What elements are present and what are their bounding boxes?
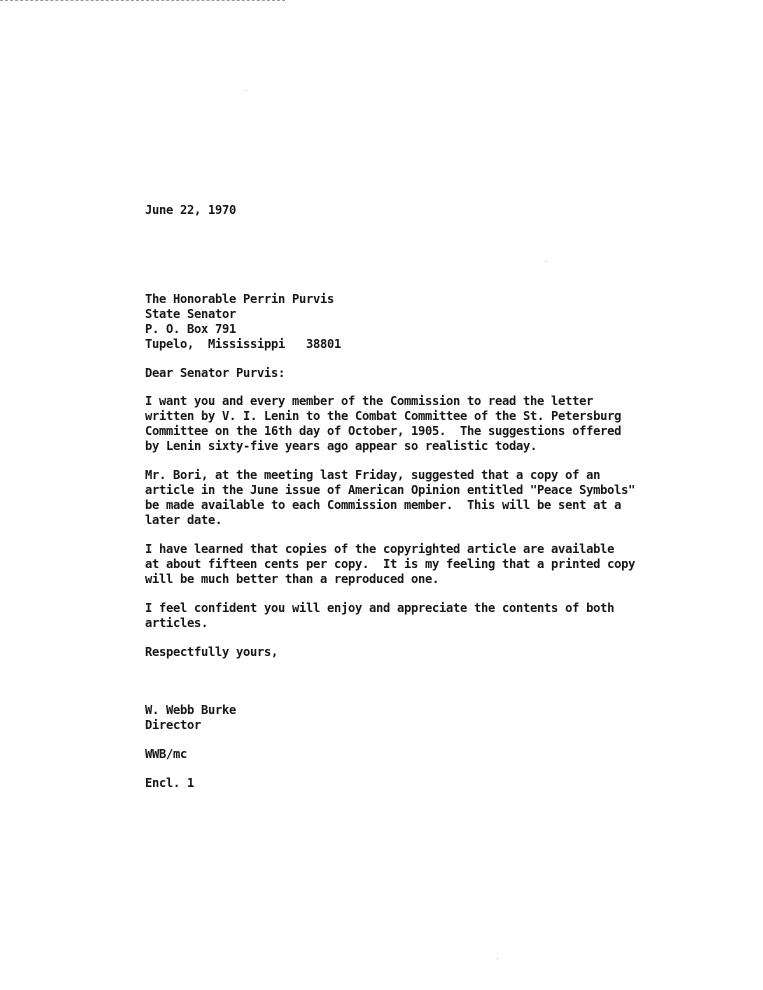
paragraph-2 <box>145 468 705 528</box>
top-edge-dashes <box>0 0 285 1</box>
address-line: P. O. Box 791 <box>145 322 237 336</box>
paragraph-line: at about fifteen cents per copy. It is my feeling that a printed copy <box>145 557 636 571</box>
paragraph-1 <box>145 394 705 454</box>
paragraph-line: written by V. I. Lenin to the Combat Committee of the St. Petersburg <box>145 409 622 423</box>
paragraph-line: I want you and every member of the Commission to read the letter <box>145 394 594 408</box>
paragraph-3 <box>145 542 705 587</box>
signer-name: W. Webb Burke <box>145 703 237 717</box>
enclosure-note: Encl. 1 <box>145 776 195 790</box>
address-line: Tupelo, Mississippi 38801 <box>145 337 342 351</box>
paragraph-line: articles. <box>145 616 209 630</box>
address-line: The Honorable Perrin Purvis <box>145 292 335 306</box>
recipient-address <box>145 292 705 352</box>
paragraph-line: Mr. Bori, at the meeting last Friday, suggested that a copy of an <box>145 468 601 482</box>
paragraph-line: later date. <box>145 513 223 527</box>
paragraph-line: by Lenin sixty-five years ago appear so realistic today. <box>145 439 538 453</box>
paragraph-line: be made available to each Commission member. This will be sent at a <box>145 498 622 512</box>
paragraph-line: will be much better than a reproduced one. <box>145 572 440 586</box>
paragraph-line: I have learned that copies of the copyrighted article are available <box>145 542 615 556</box>
signature-block <box>145 703 705 733</box>
signer-title: Director <box>145 718 202 732</box>
letter-body <box>145 203 705 791</box>
salutation: Dear Senator Purvis: <box>145 366 286 380</box>
scan-speck <box>246 90 247 91</box>
letter-date: June 22, 1970 <box>145 203 237 217</box>
address-line: State Senator <box>145 307 237 321</box>
paragraph-4 <box>145 601 705 631</box>
reference-initials: WWB/mc <box>145 747 188 761</box>
paragraph-line: I feel confident you will enjoy and appreciate the contents of both <box>145 601 615 615</box>
paragraph-line: Committee on the 16th day of October, 1905. The suggestions offered <box>145 424 622 438</box>
complimentary-close: Respectfully yours, <box>145 645 279 659</box>
scan-speck <box>497 958 498 959</box>
paragraph-line: article in the June issue of American Opinion entitled "Peace Symbols" <box>145 483 636 497</box>
